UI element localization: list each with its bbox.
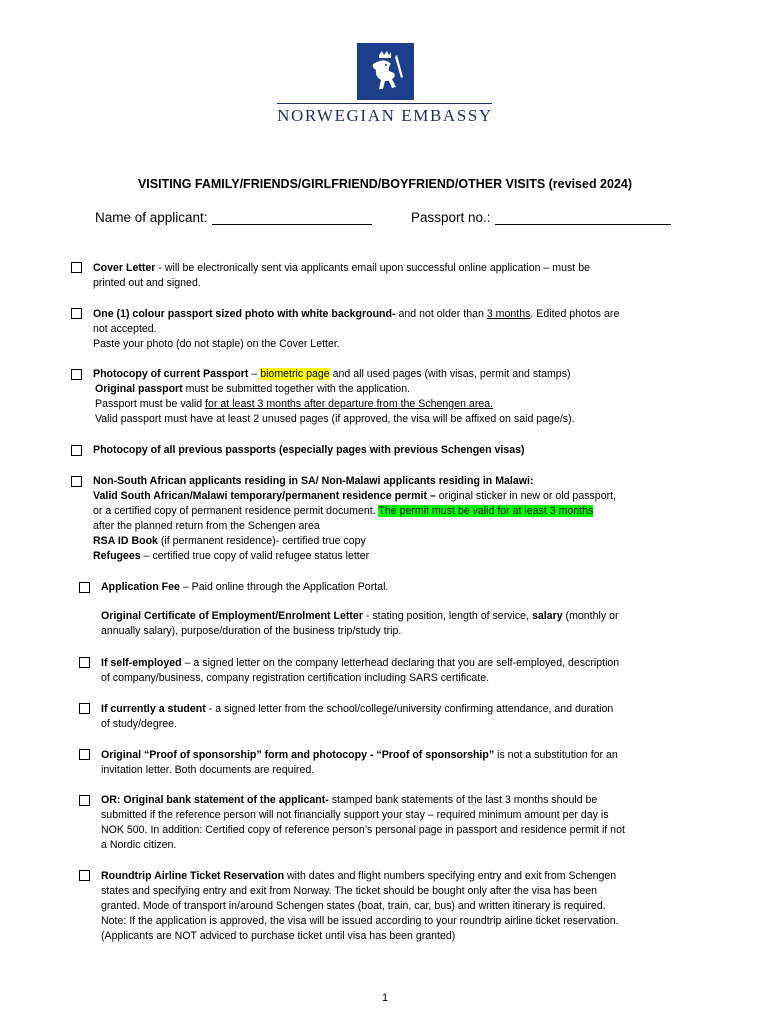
- student-item: If currently a student - a signed letter from the school/college/university confirming attendance, and duration of study/degree.: [101, 703, 614, 730]
- airline-ticket-item: Roundtrip Airline Ticket Reservation with dates and flight numbers specifying entry and exit from Schengen states and specifying entry and exit from Norway. The ticket should be bought only after the visa has been granted. Mode of transport in/around Schengen states (boat, train, car, bus) and written itinerary is required. Note: If the application is approved, the visa will be issued according to your roundtrip airline ticket reservation. (Applicants are NOT adviced to purchase ticket until visa has been granted): [101, 870, 619, 942]
- employment-certificate-item: Original Certificate of Employment/Enrolment Letter - stating position, length of service, salary (monthly or annually salary), purpose/duration of the business trip/study trip.: [101, 610, 619, 637]
- norwegian-coat-of-arms-logo: [357, 43, 414, 100]
- self-employed-checkbox[interactable]: [79, 657, 90, 668]
- sponsorship-item: Original “Proof of sponsorship” form and photocopy - “Proof of sponsorship” is not a substitution for an invitation letter. Both documents are required.: [101, 749, 618, 776]
- page-number: 1: [381, 992, 389, 1004]
- passport-number-blank[interactable]: [495, 210, 671, 225]
- applicant-name-blank[interactable]: [212, 210, 372, 225]
- residence-permit-checkbox[interactable]: [71, 476, 82, 487]
- logo-divider: [277, 103, 492, 104]
- passport-number-label: Passport no.:: [411, 210, 491, 225]
- passport-copy-checkbox[interactable]: [71, 369, 82, 380]
- cover-letter-checkbox[interactable]: [71, 262, 82, 273]
- passport-copy-item: Photocopy of current Passport – biometric page and all used pages (with visas, permit and stamps) Original passport must be submitted together with the application. Passport must be valid for at least 3 months after departure from the Schengen area. Valid passport must have at least 2 unused pages (if approved, the visa will be affixed on said page/s).: [93, 368, 575, 425]
- cover-letter-item: Cover Letter - will be electronically sent via applicants email upon successful online application – must be printed out and signed.: [93, 262, 590, 289]
- applicant-name-field[interactable]: [95, 210, 372, 225]
- document-title: VISITING FAMILY/FRIENDS/GIRLFRIEND/BOYFRIEND/OTHER VISITS (revised 2024): [137, 177, 633, 191]
- applicant-name-label: Name of applicant:: [95, 210, 208, 225]
- photo-checkbox[interactable]: [71, 308, 82, 319]
- student-checkbox[interactable]: [79, 703, 90, 714]
- photo-item: One (1) colour passport sized photo with white background- and not older than 3 months. Edited photos are not accepted. Paste your photo (do not staple) on the Cover Letter.: [93, 308, 620, 350]
- residence-permit-item: Non-South African applicants residing in SA/ Non-Malawi applicants residing in Malawi: Valid South African/Malawi temporary/permanent residence permit – original sticker in new or old passport, or a certified copy of permanent residence permit document. The permit must be valid for at least 3 months after the planned return from the Schengen area RSA ID Book (if permanent residence)- certified true copy Refugees – certified true copy of valid refugee status letter: [93, 475, 617, 562]
- bank-statement-checkbox[interactable]: [79, 795, 90, 806]
- passport-number-field[interactable]: [411, 210, 671, 225]
- embassy-name: NORWEGIAN EMBASSY: [277, 106, 493, 125]
- bank-statement-item: OR: Original bank statement of the applicant- stamped bank statements of the last 3 months should be submitted if the reference person will not financially support your stay – required minimum amount per day is NOK 500. In addition: Certified copy of reference person’s personal page in passport and residence permit if not a Nordic citizen.: [101, 794, 625, 851]
- self-employed-item: If self-employed – a signed letter on the company letterhead declaring that you are self-employed, description of company/business, company registration certification including SARS certificate.: [101, 657, 620, 684]
- airline-ticket-checkbox[interactable]: [79, 870, 90, 881]
- previous-passports-checkbox[interactable]: [71, 445, 82, 456]
- sponsorship-checkbox[interactable]: [79, 749, 90, 760]
- application-fee-item: Application Fee – Paid online through the Application Portal.: [101, 581, 389, 593]
- previous-passports-item: Photocopy of all previous passports (especially pages with previous Schengen visas): [93, 444, 525, 456]
- application-fee-checkbox[interactable]: [79, 582, 90, 593]
